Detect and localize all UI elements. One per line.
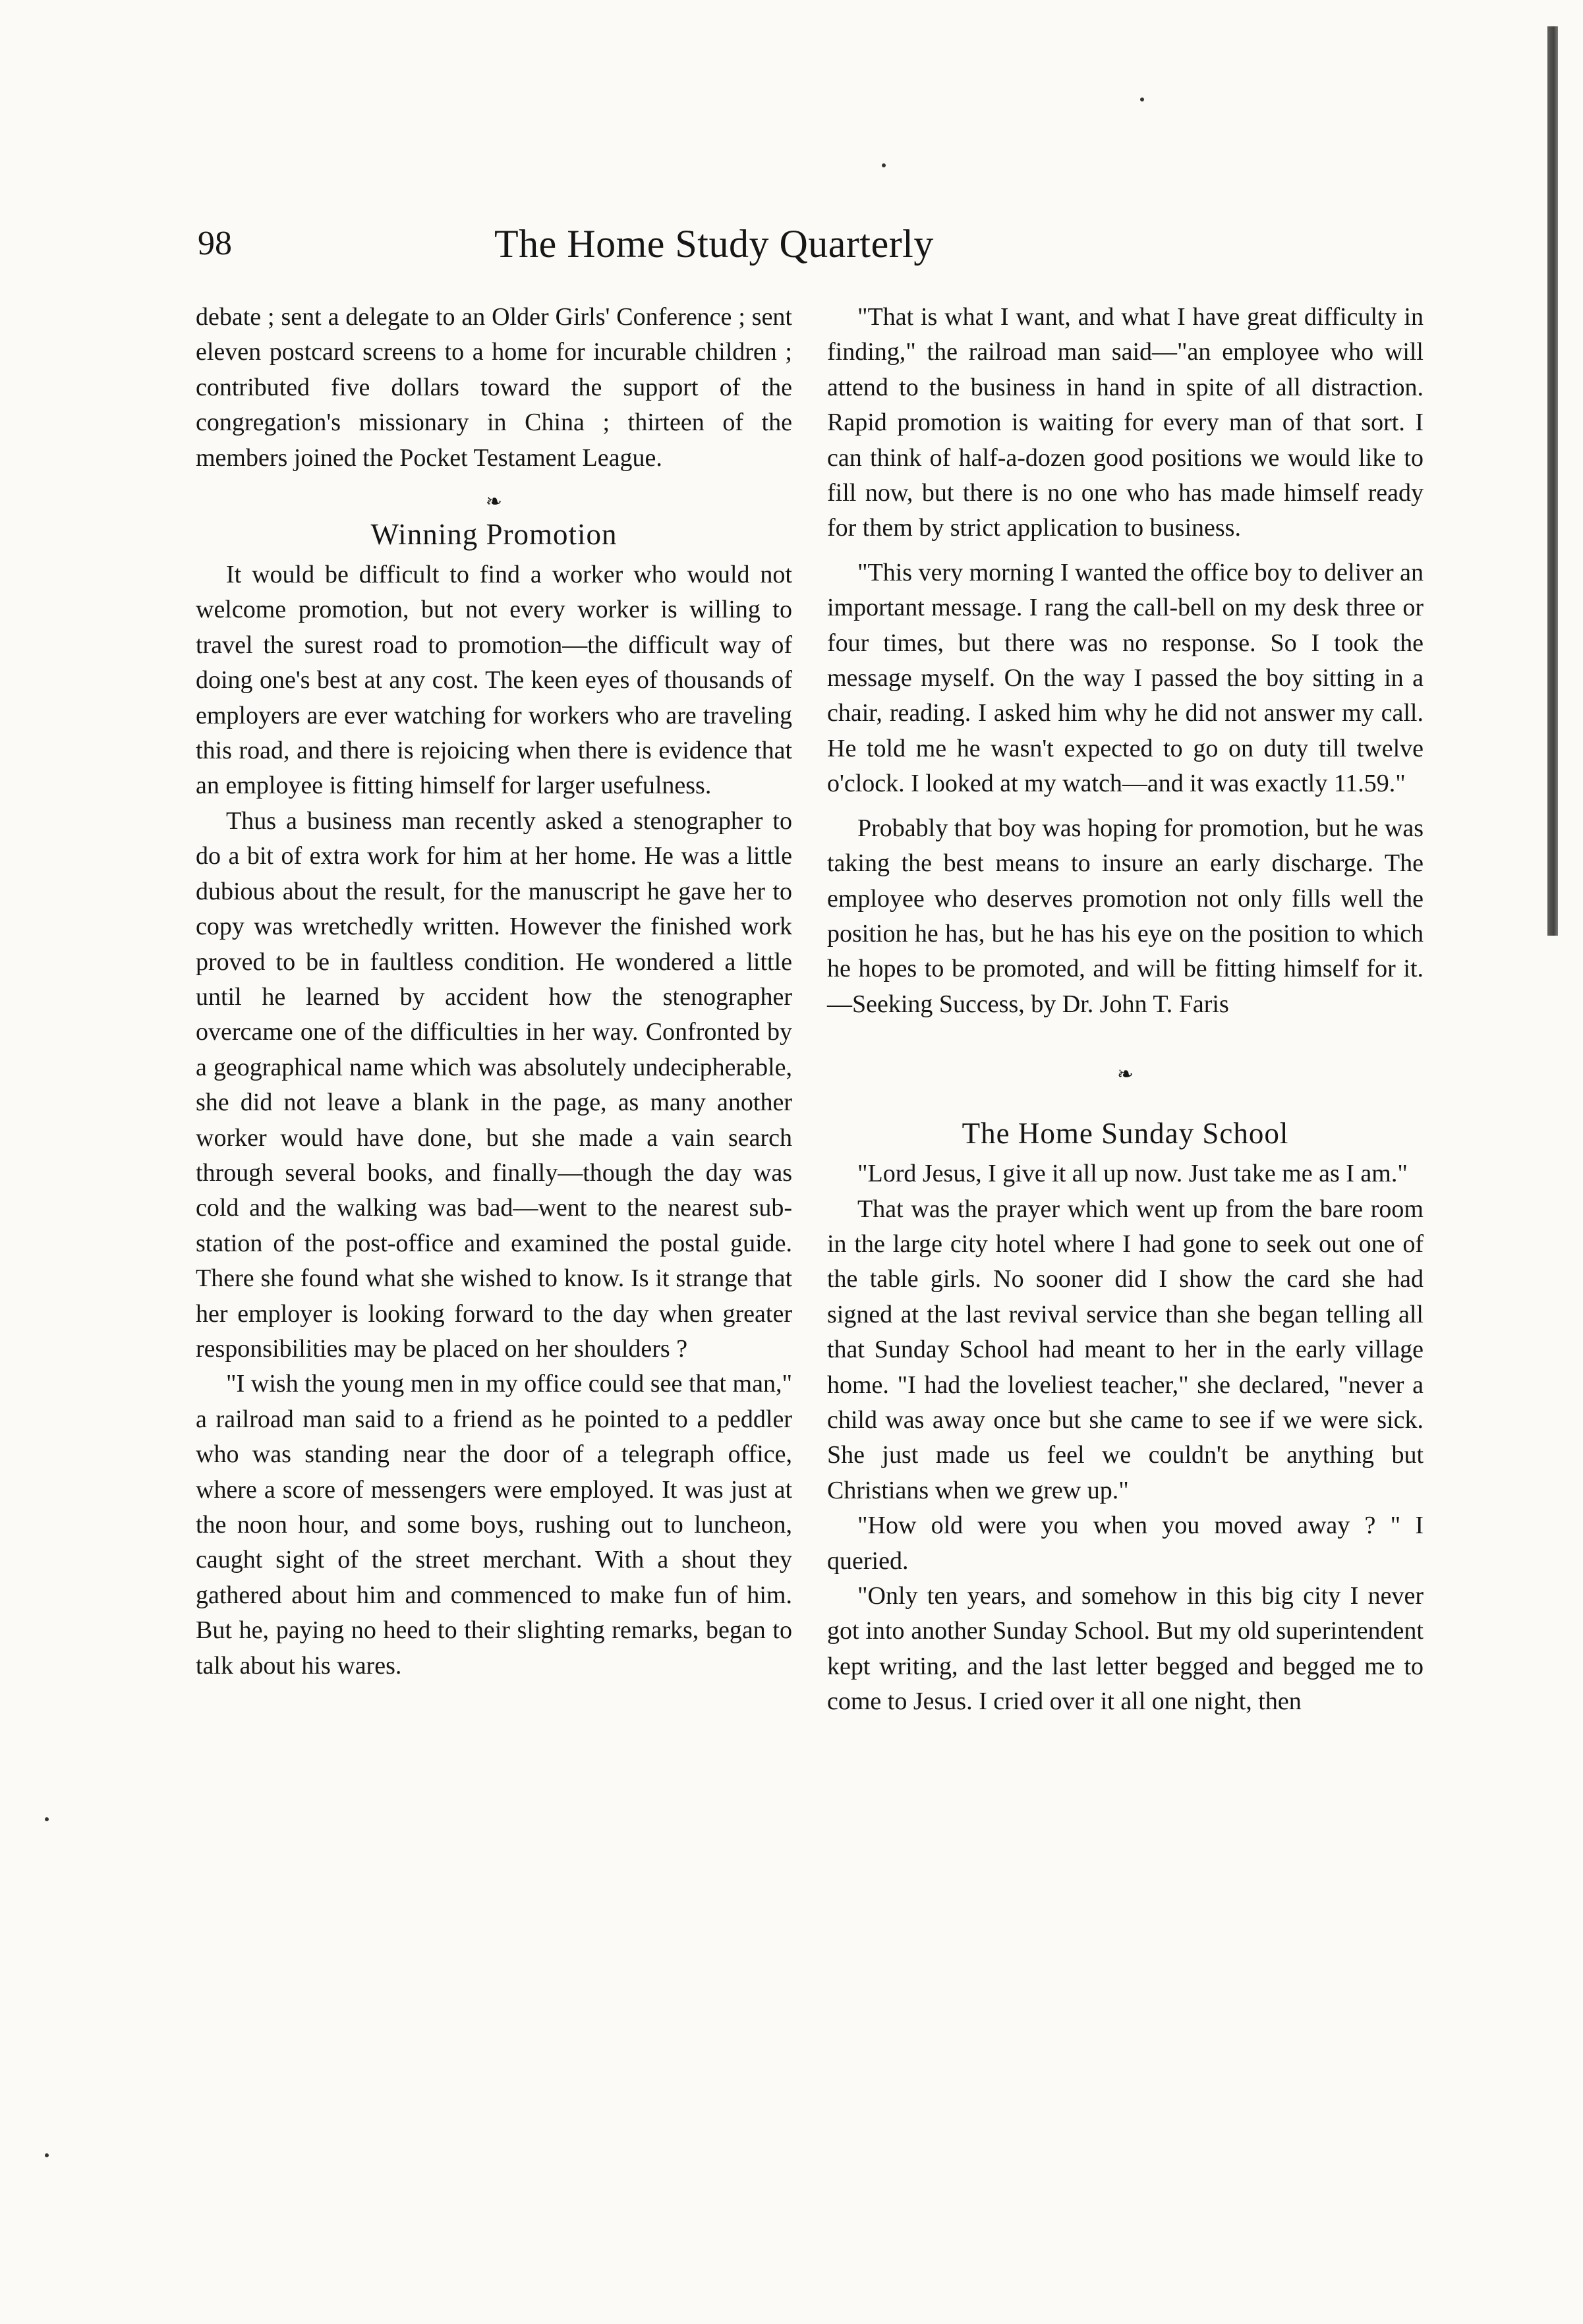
article-paragraph: It would be difficult to find a worker who would not welcome promotion, but not every worker is willing to travel the surest road to promotion—the difficult way of doing one's best at any cost. The keen eyes of thousands of employers are ever watching for workers who are traveling this road, and there is rejoicing when there is evidence that an employee is fitting himself for larger usefulness. — [196, 561, 792, 800]
binding-edge — [1547, 26, 1558, 936]
article-paragraph: "That is what I want, and what I have great difficulty in finding," the railroad man said—"an employee who will attend to the business in hand in spite of all distraction. Rapid promotion is waiting for every man of that sort. I can think of half-a-dozen good positions we would like to fill now, but there is no one who has made himself ready for them by strict application to business. — [827, 303, 1424, 542]
section-title-home-sunday-school: The Home Sunday School — [962, 1117, 1289, 1150]
article-paragraph: "Only ten years, and somehow in this big city I never got into another Sunday School. But my old superintendent kept writing, and the last letter begged and begged me to come to Jesus. I cried over it all one night, then — [827, 1582, 1424, 1716]
section-ornament: ❧ — [485, 491, 503, 513]
article-paragraph: "Lord Jesus, I give it all up now. Just take me as I am." — [857, 1160, 1408, 1188]
article-paragraph: "This very morning I wanted the office boy to deliver an important message. I rang the call-bell on my desk three or four times, but there was no response. So I took the message myself. On the way I passed the boy sitting in a chair, reading. I asked him why he did not answer my call. He told me he wasn't expected to go on duty till twelve o'clock. I looked at my watch—and it was exactly 11.59." — [827, 558, 1424, 798]
page-number: 98 — [198, 225, 232, 262]
left-column — [196, 300, 792, 1684]
section-ornament: ❧ — [1116, 1063, 1134, 1086]
print-speck — [45, 2153, 49, 2157]
section-title-winning-promotion: Winning Promotion — [370, 518, 618, 552]
print-speck — [1140, 98, 1144, 101]
article-paragraph: Probably that boy was hoping for promotion, but he was taking the best means to insure an early discharge. The employee who deserves promotion not only fills well the position he has, but he has his eye on the position to which he hopes to be promoted, and will be fitting himself for it.—Seeking Success, by Dr. John T. Faris — [827, 814, 1424, 1018]
intro-paragraph: debate ; sent a delegate to an Older Girls' Conference ; sent eleven postcard screens to a home for incurable children ; contributed five dollars toward the support of the congregation's missionary in China ; thirteen of the members joined the Pocket Testament League. — [196, 303, 792, 472]
article-paragraph: "How old were you when you moved away ? " I queried. — [827, 1512, 1424, 1575]
article-paragraph: Thus a business man recently asked a stenographer to do a bit of extra work for him at her home. He was a little dubious about the result, for the manuscript he gave her to copy was wretchedly written. However the finished work proved to be in faultless condition. He wondered a little until he learned by accident how the stenographer overcame one of the difficulties in her way. Confronted by a geographical name which was absolutely undecipherable, she did not leave a blank in the page, as many another worker would have done, but she made a vain search through several books, and finally—though the day was cold and the walking was bad—went to the nearest sub-station of the post-office and examined the postal guide. There she found what she wished to know. Is it strange that her employer is looking forward to the day when greater responsibilities may be placed on her shoulders ? — [196, 807, 792, 1363]
article-paragraph: "I wish the young men in my office could see that man," a railroad man said to a friend as he pointed to a peddler who was standing near the door of a telegraph office, where a score of messengers were employed. It was just at the noon hour, and some boys, rushing out to luncheon, caught sight of the street merchant. With a shout they gathered about him and commenced to make fun of him. But he, paying no heed to their slighting remarks, began to talk about his wares. — [196, 1370, 792, 1680]
print-speck — [45, 1817, 49, 1821]
print-speck — [882, 163, 886, 167]
article-paragraph: That was the prayer which went up from the bare room in the large city hotel where I had gone to seek out one of the table girls. No sooner did I show the card she had signed at the last revival service than she began telling all that Sunday School had meant to her in the early village home. "I had the loveliest teacher," she declared, "never a child was away once but she came to see if we were sick. She just made us feel we couldn't be anything but Christians when we grew up." — [827, 1195, 1424, 1504]
right-column — [827, 300, 1424, 1720]
journal-title: The Home Study Quarterly — [494, 222, 934, 266]
page-header — [198, 217, 1068, 277]
